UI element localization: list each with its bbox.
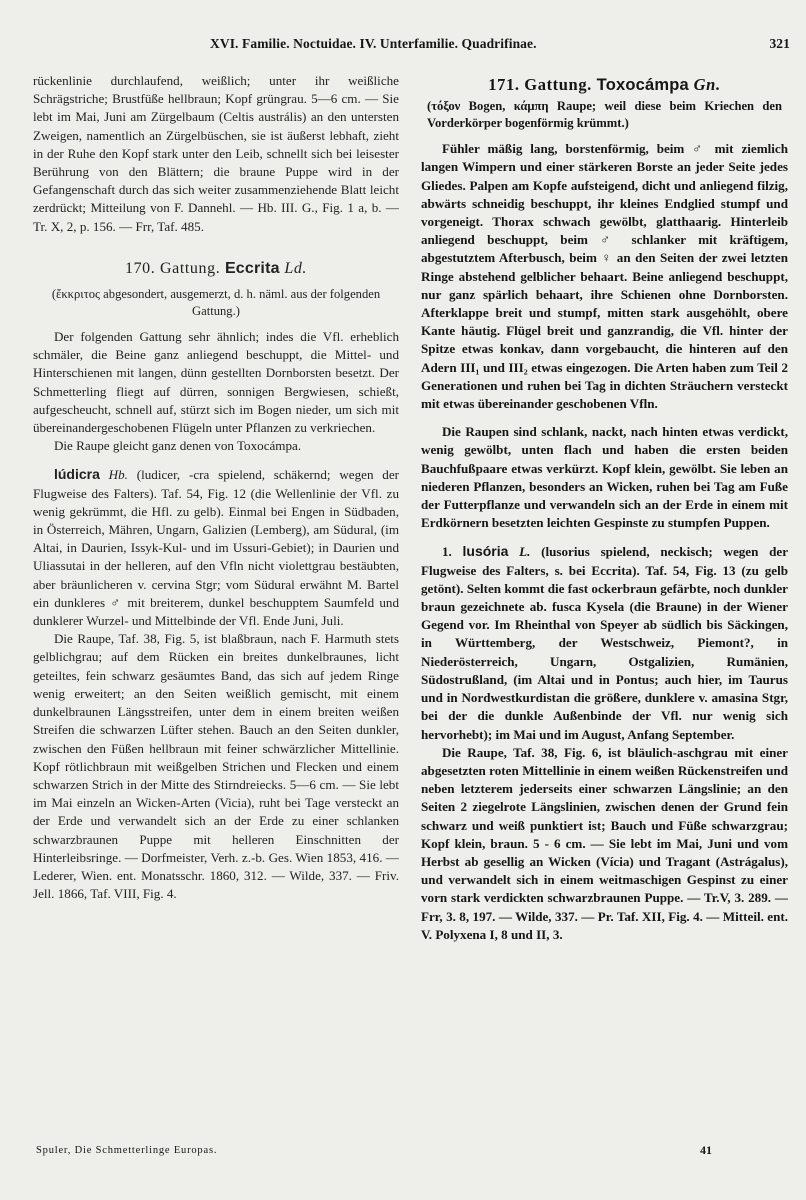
genus-etymology: (τόξον Bogen, κάμπη Raupe; weil diese beim Kriechen den Vorderkörper bogenförmig krümmt.): [427, 99, 782, 131]
species-number: 1.: [441, 544, 452, 560]
right-column: [421, 72, 788, 1162]
species-entry: [33, 465, 399, 630]
genus-description: Der folgenden Gattung sehr ähnlich; indes die Vfl. erheblich schmäler, die Beine ganz anliegend beschuppt, die Mittel- und Hinterschienen mit langen, dünn gestellten Dornborsten besetzt. Der Schmetterling fliegt auf dürren, sonnigen Bergwiesen, schießt, aufgescheucht, schnell auf, stürzt sich im Bogen nieder, um sich mit übereinandergeschobenen Flügeln unter Pflanzen zu verkriechen.: [33, 329, 399, 436]
genus-description: Fühler mäßig lang, borstenförmig, beim ♂ mit ziemlich langen Wimpern und einer stärkeren Borste an jeder Seite jedes Gliedes. Palpen am Kopfe aufsteigend, dicht und anliegend filzig, abwärts schneidig beschuppt, ihr kleines Endglied stumpf und vorgeneigt. Thorax schwach gewölbt, glatthaarig. Hinterleib anliegend beschuppt, beim ♂ schlanker mit kräftigem, abgestutztem Afterbusch, beim ♀ an den Seiten der zwei letzten Ringe abstehend gelblicher behaart. Beine anliegend beschuppt, nur ganz spärlich behaart, ihre Schienen ohne Dornborsten. Afterklappe breit und stumpf, mitten stark ausgehöhlt, obere Kante häutig. Flügel breit und ganzrandig, die Vfl. hinter der Spitze etwas konkav, dann vorgebaucht, die hinteren auf den Adern III₁ und III₂ etwas eingezogen. Die Arten haben zum Teil 2 Generationen und ruhen bei Tag in dichten Sträuchern versteckt mit etwas übereinander geschobenen Vfln.: [421, 141, 788, 412]
larva-note: Die Raupe gleicht ganz denen von Toxocámpa.: [53, 438, 302, 454]
signature-mark: 41: [700, 1143, 712, 1157]
larva-description: Die Raupe, Taf. 38, Fig. 5, ist blaßbraun, nach F. Harmuth stets gelblichgrau; auf dem Rücken ein breites dunkelbraunes, licht geteiltes, fein schwarz gesäumtes Band, das sich auf jedem Ringe wenig erweitert; an den Seiten weißlich gemischt, mit einem dunkelbraunen Längsstreifen, unter dem in einem breiten weißen Streifen die schwarzen Lüfter stehen. Bauch an den Seiten dunkler, zwischen den Füßen hellbraun mit feiner schwärzlicher Mittellinie. Kopf rötlichbraun mit weißgelben Strichen und Flecken und einem schwarzen Strich in der Mitte des Stirndreiecks. 5—6 cm. — Sie lebt im Mai einzeln an Wicken-Arten (Vicia), ruht bei Tage versteckt an der Erde und verwandelt sich an der Erde zu einer schlanken schwarzbraunen Puppe mit helleren Einschnitten der Hinterleibsringe. — Dorfmeister, Verh. z.-b. Ges. Wien 1853, 416. — Lederer, Wien. ent. Monatsschr. 1860, 312. — Wilde, 337. — Friv. Jell. 1866, Taf. VIII, Fig. 4.: [33, 631, 399, 902]
book-footer: Spuler, Die Schmetterlinge Europas.: [36, 1145, 218, 1156]
species-name: lusória: [462, 543, 509, 560]
species-name: lúdicra: [53, 466, 100, 483]
genus-author: Gn.: [693, 75, 721, 94]
genus-name: Eccrita: [224, 259, 280, 277]
genus-etymology: (ἔκκριτος abgesondert, ausgemerzt, d. h. näml. aus der folgenden Gattung.): [51, 287, 381, 319]
continued-paragraph: rückenlinie durchlaufend, weißlich; unter ihr weißliche Schrägstriche; Brustfüße hellbraun; Kopf grüngrau. 5—6 cm. — Sie lebt im Mai, Juni am Zürgelbaum (Celtis austrális) an den untersten Zweigen, namentlich an Zürgelbüschen, sie ist äußerst lebhaft, zieht in der Ruhe den Kopf stark unter den Leib, schnellt sich bei leisester Berührung von den Blättern; die braune Puppe wird in der Gefangenschaft durch das sich weiter zusammenziehende Blatt leicht zerdrückt; Mitteilung von F. Dannehl. — Hb. III. G., Fig. 1 a, b. — Tr. X, 2, p. 156. — Frr, Taf. 485.: [33, 73, 399, 234]
genus-number: 171. Gattung.: [488, 75, 592, 94]
header-title: XVI. Familie. Noctuidae. IV. Unterfamilie. Quadrifinae.: [210, 36, 537, 51]
species-text: (ludicer, -cra spielend, schäkernd; wegen der Flugweise des Falters). Taf. 54, Fig. 12 (die Wellenlinie der Vfl. zu wenig gekrümmt, die Hfl. zu gelb). Einmal bei Engen in Südbaden, in Österreich, Mähren, Ungarn, Galizien (Lemberg), am Südural, (im Altai, in Daurien, Issyk-Kul- und im Ussuri-Gebiet); in Daurien und Uliassutai in der helleren, auf den Vfln nicht violettgrau bestäubten, aber bräunlicheren v. cervina Stgr; vom Südural erwähnt M. Bartel ein dunkleres ♂ mit breiterem, dunkel beschupptem Saumfeld und dunklerer Wurzel- und Mittelbinde der Vfl. Ende Juni, Juli.: [33, 467, 399, 629]
genus-author: Ld.: [284, 259, 308, 277]
species-text: (lusorius spielend, neckisch; wegen der Flugweise des Falters, s. bei Eccrita). Taf. 54, Fig. 13 (zu gelb getönt). Selten kommt die fast ockerbraun gefärbte, noch dunkler braun gezeichnete ab. fusca Kysela (die Braune) in der Wiener Gegend vor. Im Rheinthal von Speyer ab südlich bis Säckingen, in Württemberg, der Westschweiz, Piemont?, in Niederösterreich, Ungarn, Ostgalizien, Rumänien, Südostrußland, (im Altai und in Pontus; auch hier, im Taurus und in Nordwestkurdistan die größere, dunklere v. amasina Stgr, bei der die dunkle Außenbinde der Vfl. nur wenig sich hervorhebt); im Mai und im August, Anfang September.: [421, 544, 788, 742]
larva-description: Die Raupe, Taf. 38, Fig. 6, ist bläulich-aschgrau mit einer abgesetzten roten Mittellinie in einem weißen Rückenstreifen und neben letzterem jederseits einer schwarzen Längslinie; an den Seiten 2 ziegelrote Längslinien, zwischen denen der Grund fein schwarz und weiß punktiert ist; Bauch und Füße schwarzgrau; Kopf klein, braun. 5 - 6 cm. — Sie lebt im Mai, Juni und vom Herbst ab gesellig an Wicken (Vícia) und Tragant (Astrágalus), und verwandelt sich in einem weitmaschigen Gespinst zu einer vorn stark verdickten schwarzbraunen Puppe. — Tr.V, 3. 289. — Frr, 3. 8, 197. — Wilde, 337. — Pr. Taf. XII, Fig. 4. — Mitteil. ent. V. Polyxena I, 8 und II, 3.: [421, 744, 788, 942]
left-column: [33, 72, 399, 1162]
species-entry: [421, 542, 788, 743]
genus-number: 170. Gattung.: [124, 259, 221, 277]
page-number: 321: [769, 36, 790, 51]
species-author: Hb.: [108, 467, 128, 483]
genus-heading-170: [33, 260, 399, 278]
larvae-description: Die Raupen sind schlank, nackt, nach hinten etwas verdickt, wenig gewölbt, unten flach und haben die ersten beiden Bauchfußpaare etwas verkürzt. Kopf klein, gewölbt. Sie leben an niederen Pflanzen, besonders an Wicken, ruhen bei Tag am Fuße der Futterpflanze und verwandeln sich an der Erde in einem mit Erdkörnern besetzten leichten Gespinste zu stumpfen Puppen.: [421, 424, 788, 531]
species-author: L.: [519, 544, 531, 560]
running-header: [210, 36, 790, 56]
genus-heading-171: [421, 76, 788, 94]
genus-name: Toxocámpa: [596, 76, 689, 94]
